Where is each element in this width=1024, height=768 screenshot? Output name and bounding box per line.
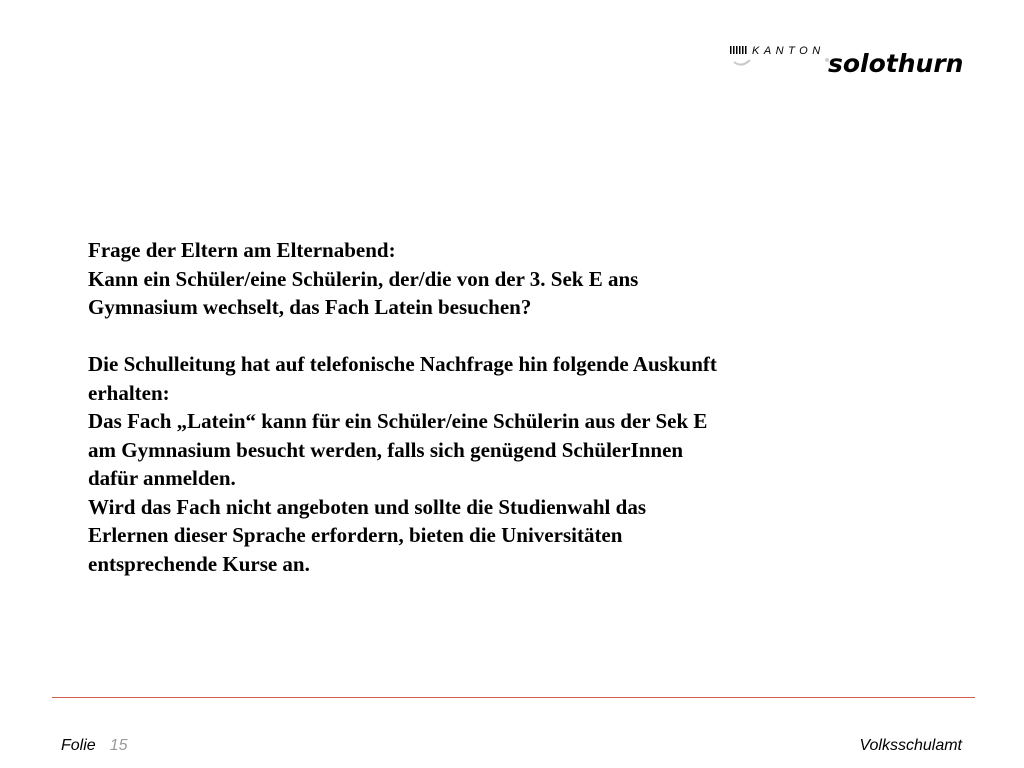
footer-divider [52,697,975,698]
answer-text-line: Das Fach „Latein“ kann für ein Schüler/eine Schülerin aus der Sek E [88,409,708,433]
answer-text-line: entsprechende Kurse an. [88,551,310,576]
slide-number: 15 [109,737,128,754]
logo-name: solothurn [828,49,964,78]
footer-label: Folie [61,737,96,754]
answer-text-line: erhalten: [88,380,170,405]
answer-text-line: am Gymnasium besucht werden, falls sich genügend SchülerInnen [88,437,684,462]
answer-text-line: dafür anmelden. [88,466,236,490]
kanton-solothurn-logo [728,40,978,80]
question-text-line: Gymnasium wechselt, das Fach Latein besuchen? [88,295,532,319]
paragraph-spacer [88,322,888,351]
footer-department: Volksschulamt [859,737,962,754]
logo-prefix: KANTON [752,45,825,57]
answer-text-line: Wird das Fach nicht angeboten und sollte die Studienwahl das [88,494,646,519]
answer-text-line: Die Schulleitung hat auf telefonische Nachfrage hin folgende Auskunft [88,352,717,376]
logo-mark [728,40,978,80]
answer-text-line: Erlernen dieser Sprache erfordern, bieten die Universitäten [88,523,623,547]
footer-slide-label [61,737,127,755]
question-title: Frage der Eltern am Elternabend: [88,238,396,262]
slide-body [88,236,888,578]
question-text-line: Kann ein Schüler/eine Schülerin, der/die von der 3. Sek E ans [88,266,639,291]
